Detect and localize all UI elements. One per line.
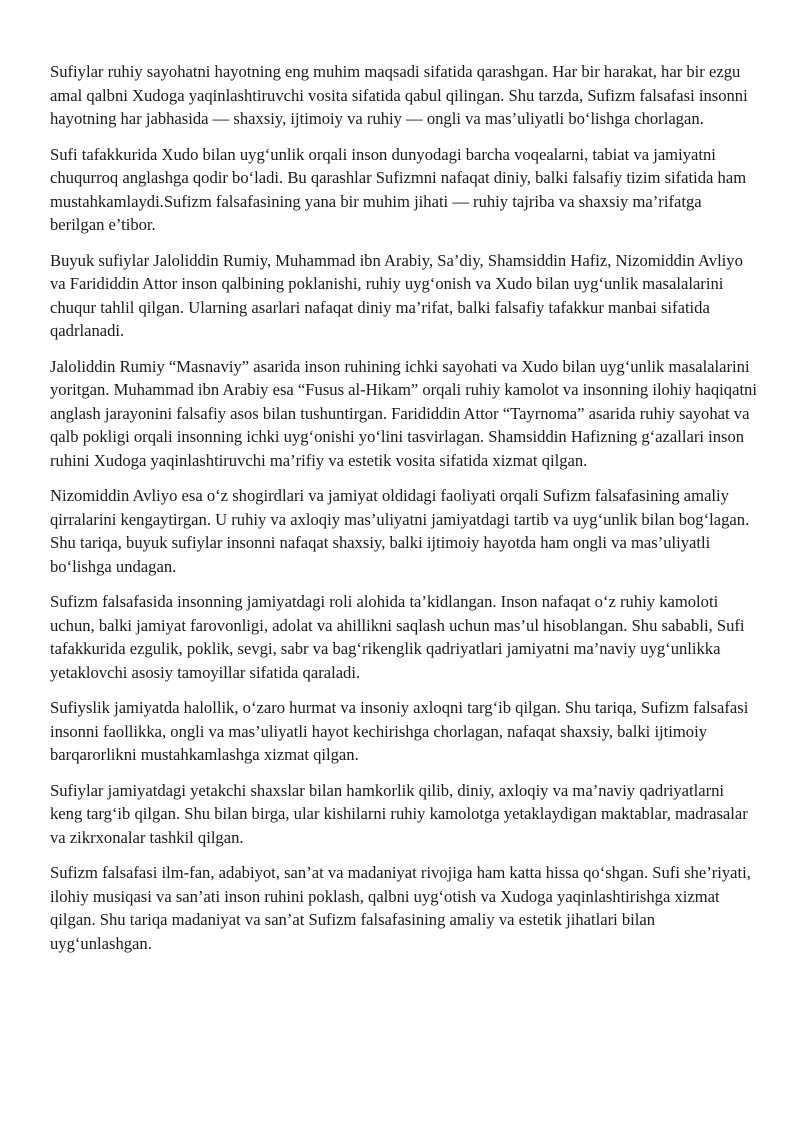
paragraph-4: Jaloliddin Rumiy “Masnaviy” asarida inson ruhining ichki sayohati va Xudo bilan uyg‘unlik masalalarini yoritgan. Muhammad ibn Arabiy esa “Fusus al-Hikam” orqali ruhiy kamolot va insonning ilohiy haqiqatni anglash jarayonini falsafiy asos bilan tushuntirgan. Farididdin Attor “Tayrnoma” asarida ruhiy sayohat va qalb pokligi orqali insonning ichki uyg‘onishi yo‘lini tasvirlagan. Shamsiddin Hafizning g‘azallari inson ruhini Xudoga yaqinlashtiruvchi ma’rifiy va estetik vosita sifatida xizmat qilgan. (50, 356, 757, 470)
paragraph-8: Sufiylar jamiyatdagi yetakchi shaxslar bilan hamkorlik qilib, diniy, axloqiy va ma’naviy qadriyatlarni keng targ‘ib qilgan. Shu bilan birga, ular kishilarni ruhiy kamolotga yetaklaydigan maktablar, madrasalar va zikrxonalar tashkil qilgan. (50, 780, 748, 847)
paragraph-9: Sufizm falsafasi ilm-fan, adabiyot, san’at va madaniyat rivojiga ham katta hissa qo‘shgan. Sufi she’riyati, ilohiy musiqasi va san’ati inson ruhini poklash, qalbni uyg‘otish va Xudoga yaqinlashtirishga xizmat qilgan. Shu tariqa madaniyat va san’at Sufizm falsafasining amaliy va estetik jihatlari bilan uyg‘unlashgan. (50, 863, 751, 953)
paragraph-1: Sufiylar ruhiy sayohatni hayotning eng muhim maqsadi sifatida qarashgan. Har bir harakat, har bir ezgu amal qalbni Xudoga yaqinlashtiruvchi vosita sifatida qabul qilingan. Shu tarzda, Sufizm falsafasi insonni hayotning har jabhasida — shaxsiy, ijtimoiy va ruhiy — ongli va mas’uliyatli bo‘lishga chorlagan. (50, 62, 748, 128)
paragraph-3: Buyuk sufiylar Jaloliddin Rumiy, Muhammad ibn Arabiy, Sa’diy, Shamsiddin Hafiz, Nizomiddin Avliyo va Farididdin Attor inson qalbining poklanishi, ruhiy uyg‘onish va Xudo bilan uyg‘unlik masalalarini chuqur tahlil qilgan. Ularning asarlari nafaqat diniy ma’rifat, balki falsafiy tafakkur manbai sifatida qadrlanadi. (50, 250, 743, 340)
paragraph-5: Nizomiddin Avliyo esa o‘z shogirdlari va jamiyat oldidagi faoliyati orqali Sufizm falsafasining amaliy qirralarini kengaytirgan. U ruhiy va axloqiy mas’uliyatni jamiyatdagi tartib va uyg‘unlik bilan bog‘lagan. Shu tariqa, buyuk sufiylar insonni nafaqat shaxsiy, balki ijtimoiy hayotda ham ongli va mas’uliyatli bo‘lishga undagan. (50, 486, 750, 576)
paragraph-7: Sufiyslik jamiyatda halollik, o‘zaro hurmat va insoniy axloqni targ‘ib qilgan. Shu tariqa, Sufizm falsafasi insonni faollikka, ongli va mas’uliyatli hayot kechirishga chorlagan, nafaqat shaxsiy, balki ijtimoiy barqarorlikni mustahkamlashga xizmat qilgan. (50, 698, 749, 764)
paragraph-6: Sufizm falsafasida insonning jamiyatdagi roli alohida ta’kidlangan. Inson nafaqat o‘z ruhiy kamoloti uchun, balki jamiyat farovonligi, adolat va ahillikni saqlash uchun mas’ul hisoblangan. Shu sababli, Sufi tafakkurida ezgulik, poklik, sevgi, sabr va bag‘rikenglik qadriyatlari jamiyatni ma’naviy uyg‘unlikka yetaklovchi asosiy tamoyillar sifatida qaraladi. (50, 592, 745, 682)
paragraph-2: Sufi tafakkurida Xudo bilan uyg‘unlik orqali inson dunyodagi barcha voqealarni, tabiat va jamiyatni chuqurroq anglashga qodir bo‘ladi. Bu qarashlar Sufizmni nafaqat diniy, balki falsafiy tizim sifatida ham mustahkamlaydi.Sufizm falsafasining yana bir muhim jihati — ruhiy tajriba va shaxsiy ma’rifatga berilgan e’tibor. (50, 144, 747, 234)
